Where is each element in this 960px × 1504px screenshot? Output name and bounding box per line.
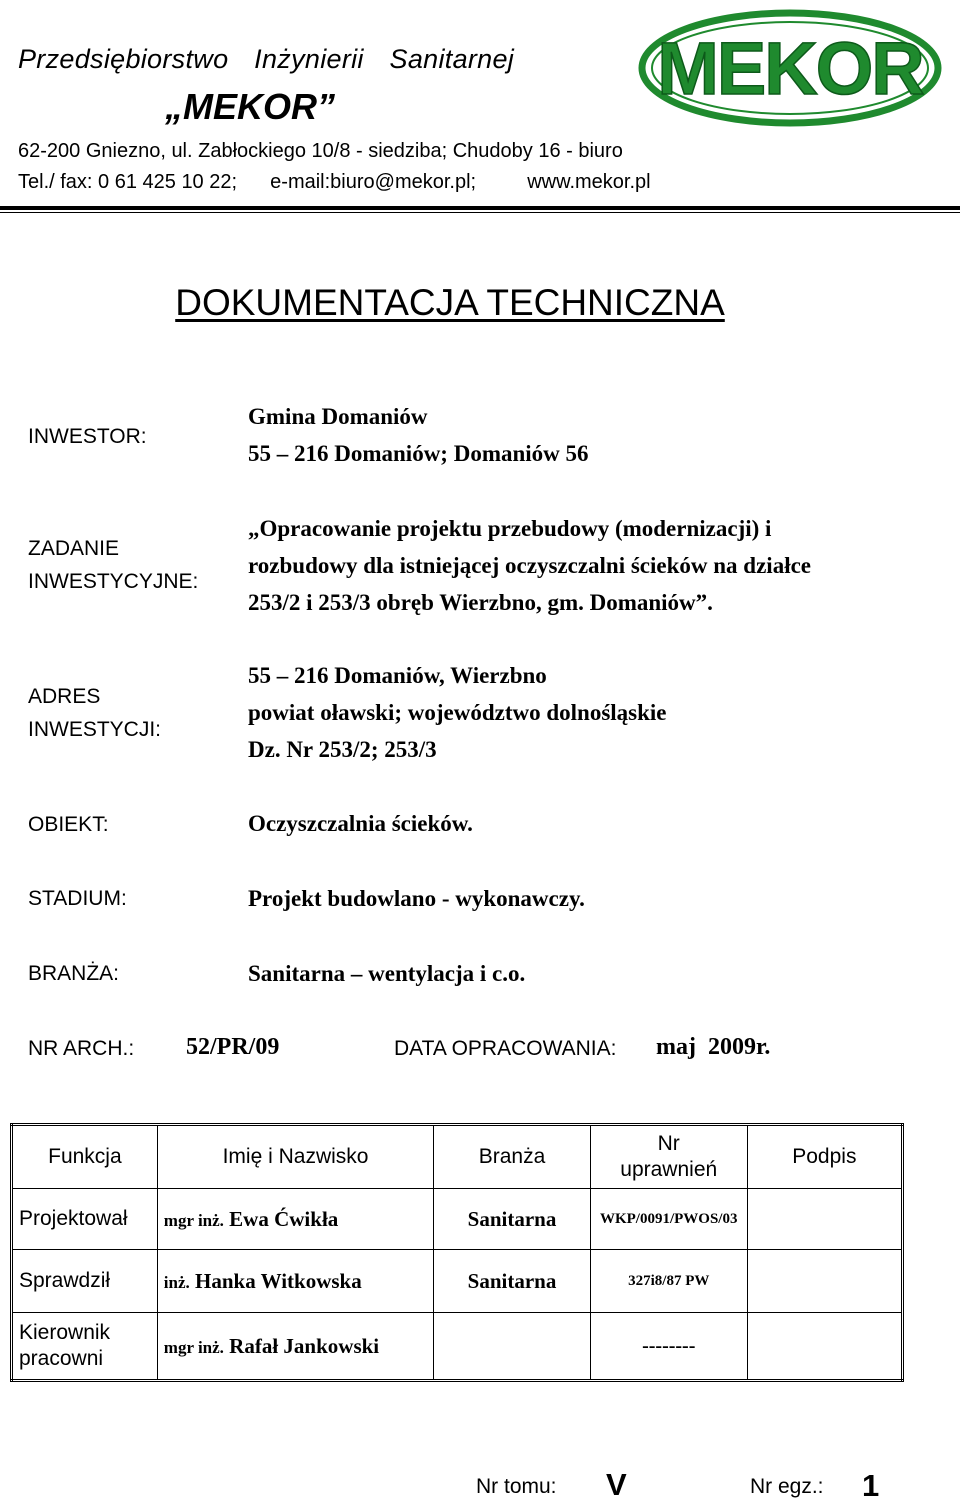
row-person: Ewa Ćwikła — [229, 1206, 339, 1231]
row-name — [157, 1250, 433, 1313]
task-value — [248, 510, 811, 621]
row-person: Hanka Witkowska — [195, 1268, 362, 1293]
volume-value: V — [606, 1467, 627, 1502]
row-function: Projektował — [12, 1189, 158, 1250]
volume-label: Nr tomu: — [476, 1475, 557, 1498]
table-header-row — [12, 1125, 903, 1189]
task-label — [28, 532, 198, 598]
row-signature — [747, 1250, 902, 1313]
row-title: mgr inż. — [163, 1210, 224, 1230]
company-email: e-mail:biuro@mekor.pl; — [270, 171, 477, 193]
object-value: Oczyszczalnia ścieków. — [248, 811, 473, 836]
row-title: inż. — [163, 1272, 190, 1292]
header-branch: Branża — [434, 1125, 590, 1189]
header-divider — [0, 206, 960, 210]
investor-line: 55 – 216 Domaniów; Domaniów 56 — [248, 441, 589, 466]
header-signature: Podpis — [747, 1125, 902, 1189]
company-contact — [18, 171, 651, 194]
table-row — [12, 1189, 903, 1250]
investor-line: Gmina Domaniów — [248, 404, 428, 429]
header-name: Imię i Nazwisko — [157, 1125, 433, 1189]
mekor-logo — [636, 6, 944, 130]
date-label: DATA OPRACOWANIA: — [394, 1037, 617, 1060]
task-label-line: ZADANIE — [28, 537, 120, 560]
address-label — [28, 680, 161, 746]
row-signature — [747, 1313, 902, 1381]
row-branch: Sanitarna — [434, 1250, 590, 1313]
stage-value: Projekt budowlano - wykonawczy. — [248, 886, 585, 911]
address-label-line: INWESTYCJI: — [28, 718, 162, 741]
header-license — [590, 1125, 747, 1189]
row-function: Sprawdził — [12, 1250, 158, 1313]
table-row — [12, 1250, 903, 1313]
address-value — [248, 657, 667, 768]
row-branch — [434, 1313, 590, 1381]
row-name — [157, 1313, 433, 1381]
company-address: 62-200 Gniezno, ul. Zabłockiego 10/8 - siedziba; Chudoby 16 - biuro — [18, 140, 623, 162]
branch-value: Sanitarna – wentylacja i c.o. — [248, 961, 526, 986]
archive-number-value: 52/PR/09 — [186, 1034, 280, 1060]
task-line: rozbudowy dla istniejącej oczyszczalni ścieków na działce — [248, 553, 812, 578]
row-function-text: Kierownik pracowni — [19, 1321, 111, 1370]
header-function: Funkcja — [12, 1125, 158, 1189]
row-license: -------- — [590, 1313, 747, 1381]
row-title: mgr inż. — [163, 1337, 224, 1357]
copy-label: Nr egz.: — [750, 1475, 824, 1498]
header-license-text: Nr uprawnień — [620, 1132, 718, 1181]
date-value: maj 2009r. — [656, 1034, 771, 1060]
row-person: Rafał Jankowski — [229, 1333, 380, 1358]
signature-table — [10, 1123, 904, 1382]
company-short-name: „MEKOR” — [165, 86, 335, 127]
investor-value — [248, 398, 589, 472]
company-phone: Tel./ fax: 0 61 425 10 22; — [18, 171, 238, 193]
row-license: 327i8/87 PW — [590, 1250, 747, 1313]
copy-value: 1 — [862, 1468, 880, 1503]
company-website: www.mekor.pl — [527, 171, 651, 193]
address-line: powiat oławski; województwo dolnośląskie — [248, 700, 667, 725]
address-line: Dz. Nr 253/2; 253/3 — [248, 737, 437, 762]
table-row — [12, 1313, 903, 1381]
row-function — [12, 1313, 158, 1381]
object-label: OBIEKT: — [28, 813, 109, 836]
document-title: DOKUMENTACJA TECHNICZNA — [175, 282, 725, 323]
company-name: Przedsiębiorstwo Inżynierii Sanitarnej — [18, 44, 515, 74]
logo-text: MEKOR — [657, 27, 923, 110]
task-line: „Opracowanie projektu przebudowy (modernizacji) i — [248, 516, 772, 541]
row-branch: Sanitarna — [434, 1189, 590, 1250]
address-line: 55 – 216 Domaniów, Wierzbno — [248, 663, 547, 688]
task-line: 253/2 i 253/3 obręb Wierzbno, gm. Domaniów”. — [248, 590, 713, 615]
row-license: WKP/0091/PWOS/03 — [590, 1189, 747, 1250]
address-label-line: ADRES — [28, 685, 101, 708]
header-divider-thin — [0, 212, 960, 213]
row-signature — [747, 1189, 902, 1250]
investor-label: INWESTOR: — [28, 425, 147, 448]
task-label-line: INWESTYCYJNE: — [28, 570, 199, 593]
branch-label: BRANŻA: — [28, 962, 120, 985]
stage-label: STADIUM: — [28, 887, 127, 910]
row-name — [157, 1189, 433, 1250]
archive-number-label: NR ARCH.: — [28, 1037, 135, 1060]
